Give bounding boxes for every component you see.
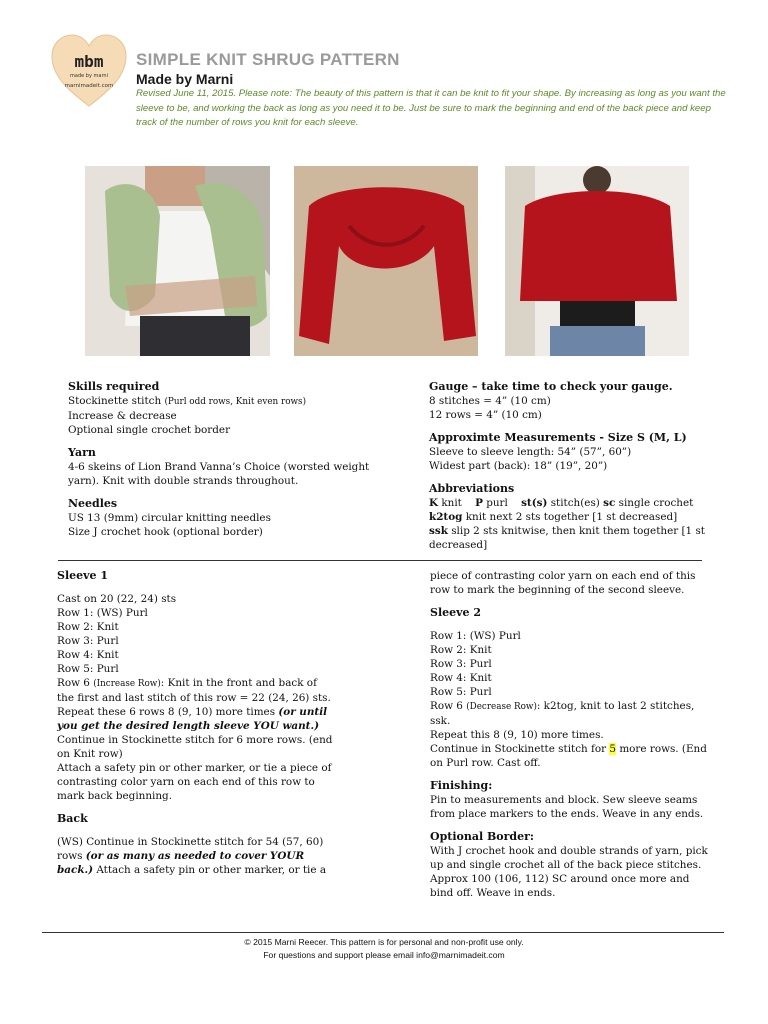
logo-main-text: mbm [74, 52, 104, 71]
sleeve2-row: Row 4: Knit [430, 672, 492, 684]
skills-item: Optional single crochet border [68, 424, 231, 436]
support-line: For questions and support please email info@marnimadeit.com [263, 950, 505, 960]
footer [0, 936, 768, 962]
finishing-text: Pin to measurements and block. Sew sleeve seams from place markers to the ends. Weave in any ends. [430, 794, 704, 820]
skills-item: Stockinette stitch (Purl odd rows, Knit even rows) [68, 395, 306, 407]
heart-logo-icon [50, 32, 128, 110]
sleeve1-row: Row 2: Knit [57, 621, 119, 633]
yarn-text: 4-6 skeins of Lion Brand Vanna’s Choice (worsted weight yarn). Knit with double strands throughout. [68, 461, 370, 487]
highlighted-number: 5 [609, 743, 617, 755]
footer-divider [42, 932, 724, 933]
sleeve2-row: Row 1: (WS) Purl [430, 630, 521, 642]
sleeve1-attach: Attach a safety pin or other marker, or tie a piece of contrasting color yarn on each end of this row to mark back beginning. [57, 762, 332, 802]
abbreviations-heading: Abbreviations [429, 482, 515, 495]
sleeve2-heading: Sleeve 2 [430, 606, 481, 619]
sleeve1-row: Row 3: Purl [57, 635, 119, 647]
photo-red-shrug-back [505, 166, 689, 356]
sleeve1-row: Row 5: Purl [57, 663, 119, 675]
sleeve1-heading: Sleeve 1 [57, 569, 108, 582]
sleeve2-continue: Continue in Stockinette stitch for 5 more rows. (End on Purl row. Cast off. [430, 743, 707, 769]
back-text: (WS) Continue in Stockinette stitch for 54 (57, 60) rows (or as many as needed to cover YOUR back.) Attach a safety pin or other marker, or tie a [57, 836, 327, 876]
sleeve2-repeat: Repeat this 8 (9, 10) more times. [430, 729, 604, 741]
logo-tag-text: made by marni [70, 73, 108, 79]
instructions-right [430, 569, 710, 900]
logo-site-text: marnimadeit.com [64, 83, 114, 89]
revision-note: Revised June 11, 2015. Please note: The beauty of this pattern is that it can be knit to fit your shape. By increasing as long as you want the sleeve to be, and working the back as long as you need it to be. Just be sure to mark the beginning and end of the back piece and keep track of the number of rows you knit for each sleeve. [136, 88, 726, 128]
sleeve1-row: Row 4: Knit [57, 649, 119, 661]
abbreviation-line: ssk slip 2 sts knitwise, then knit them together [1 st decreased] [429, 525, 705, 551]
page-subtitle: Made by Marni [136, 71, 234, 87]
measurement-item: Widest part (back): 18” (19”, 20”) [429, 460, 608, 472]
divider [58, 560, 702, 561]
sleeve1-continue: Continue in Stockinette stitch for 6 more rows. (end on Knit row) [57, 734, 333, 760]
needles-item: Size J crochet hook (optional border) [68, 526, 263, 538]
measurements-heading: Approximte Measurements - Size S (M, L) [429, 431, 687, 444]
back-heading: Back [57, 812, 88, 825]
requirements-block [68, 380, 388, 539]
skills-item: Increase & decrease [68, 410, 177, 422]
sleeve1-row6: Row 6 (Increase Row): Knit in the front and back of the first and last stitch of this row = 22 (24, 26) sts. [57, 677, 331, 704]
border-text: With J crochet hook and double strands of yarn, pick up and single crochet all of the back piece stitches. Approx 100 (106, 112) SC around once more and bind off. Weave in ends. [430, 845, 708, 899]
gauge-item: 8 stitches = 4” (10 cm) [429, 395, 551, 407]
photo-green-shrug [85, 166, 270, 356]
instructions-left [57, 569, 333, 877]
gauge-item: 12 rows = 4” (10 cm) [429, 409, 542, 421]
logo [50, 32, 128, 110]
gauge-block [429, 380, 729, 552]
yarn-heading: Yarn [68, 446, 96, 459]
sleeve1-repeat: Repeat these 6 rows 8 (9, 10) more times (or until you get the desired length sleeve YOU want.) [57, 706, 328, 732]
sleeve2-row: Row 3: Purl [430, 658, 492, 670]
abbreviation-line: K knit P purl st(s) stitch(es) sc single crochet [429, 497, 694, 509]
copyright-line: © 2015 Marni Reecer. This pattern is for personal and non-profit use only. [244, 937, 524, 947]
photo-red-shrug-flat [294, 166, 478, 356]
sleeve1-row: Row 1: (WS) Purl [57, 607, 148, 619]
back-text-continued: piece of contrasting color yarn on each end of this row to mark the beginning of the second sleeve. [430, 570, 696, 596]
border-heading: Optional Border: [430, 830, 534, 843]
finishing-heading: Finishing: [430, 779, 493, 792]
page-title: SIMPLE KNIT SHRUG PATTERN [136, 50, 400, 69]
sleeve2-row6: Row 6 (Decrease Row): k2tog, knit to last 2 stitches, ssk. [430, 700, 695, 727]
skills-heading: Skills required [68, 380, 160, 393]
sleeve2-row: Row 5: Purl [430, 686, 492, 698]
needles-item: US 13 (9mm) circular knitting needles [68, 512, 271, 524]
gauge-heading: Gauge – take time to check your gauge. [429, 380, 673, 393]
sleeve2-row: Row 2: Knit [430, 644, 492, 656]
sleeve1-cast-on: Cast on 20 (22, 24) sts [57, 593, 177, 605]
needles-heading: Needles [68, 497, 118, 510]
abbreviation-line: k2tog knit next 2 sts together [1 st decreased] [429, 511, 678, 523]
measurement-item: Sleeve to sleeve length: 54” (57”, 60”) [429, 446, 632, 458]
